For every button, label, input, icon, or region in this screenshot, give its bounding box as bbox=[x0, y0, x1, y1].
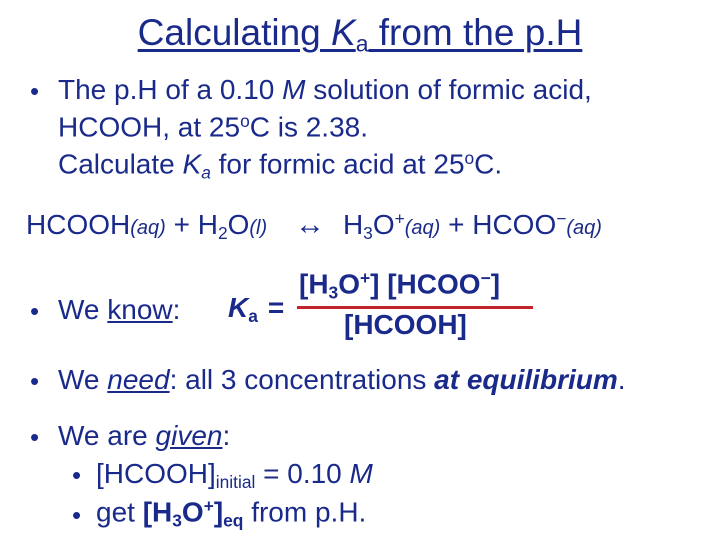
chemical-equation: HCOOH(aq) + $H_2O(l)$ ↔ $H_3O^+(aq)$ + HCOO−(aq) bbox=[26, 208, 602, 243]
bullet-icon: • bbox=[30, 296, 40, 326]
bullet-icon: • bbox=[30, 366, 40, 396]
slide-title: Calculating $K_a$ from the p.H bbox=[137, 12, 583, 57]
problem-line-1: The p.H of a 0.10 M solution of formic acid, bbox=[58, 74, 592, 105]
bullet-icon: • bbox=[30, 422, 40, 452]
problem-line-3: Calculate $K_a$ for formic acid at 25$^o$C. bbox=[58, 148, 503, 183]
bullet-icon: • bbox=[72, 460, 82, 490]
need-line: We need: all 3 concentrations at equilibrium. bbox=[58, 364, 626, 395]
ka-denominator: [HCOOH] bbox=[344, 309, 467, 340]
ka-expression-label: $K_a$ = bbox=[228, 292, 285, 326]
given-item-initial: $[HCOOH]_{initial} = 0.10$ M bbox=[96, 458, 373, 492]
given-item-eq: get $[H_3O^+]_{eq}$ from p.H. bbox=[96, 496, 367, 531]
bullet-icon: • bbox=[30, 76, 40, 106]
ka-numerator: $[H_3O^+]$ [HCOO−] bbox=[299, 268, 501, 303]
given-line: We are given: bbox=[58, 420, 231, 451]
equilibrium-arrow-icon: ↔ bbox=[294, 208, 325, 241]
bullet-icon: • bbox=[72, 500, 82, 530]
know-label: We know: bbox=[58, 294, 181, 325]
problem-line-2: HCOOH, at 25$^o$C is 2.38. bbox=[58, 111, 368, 143]
